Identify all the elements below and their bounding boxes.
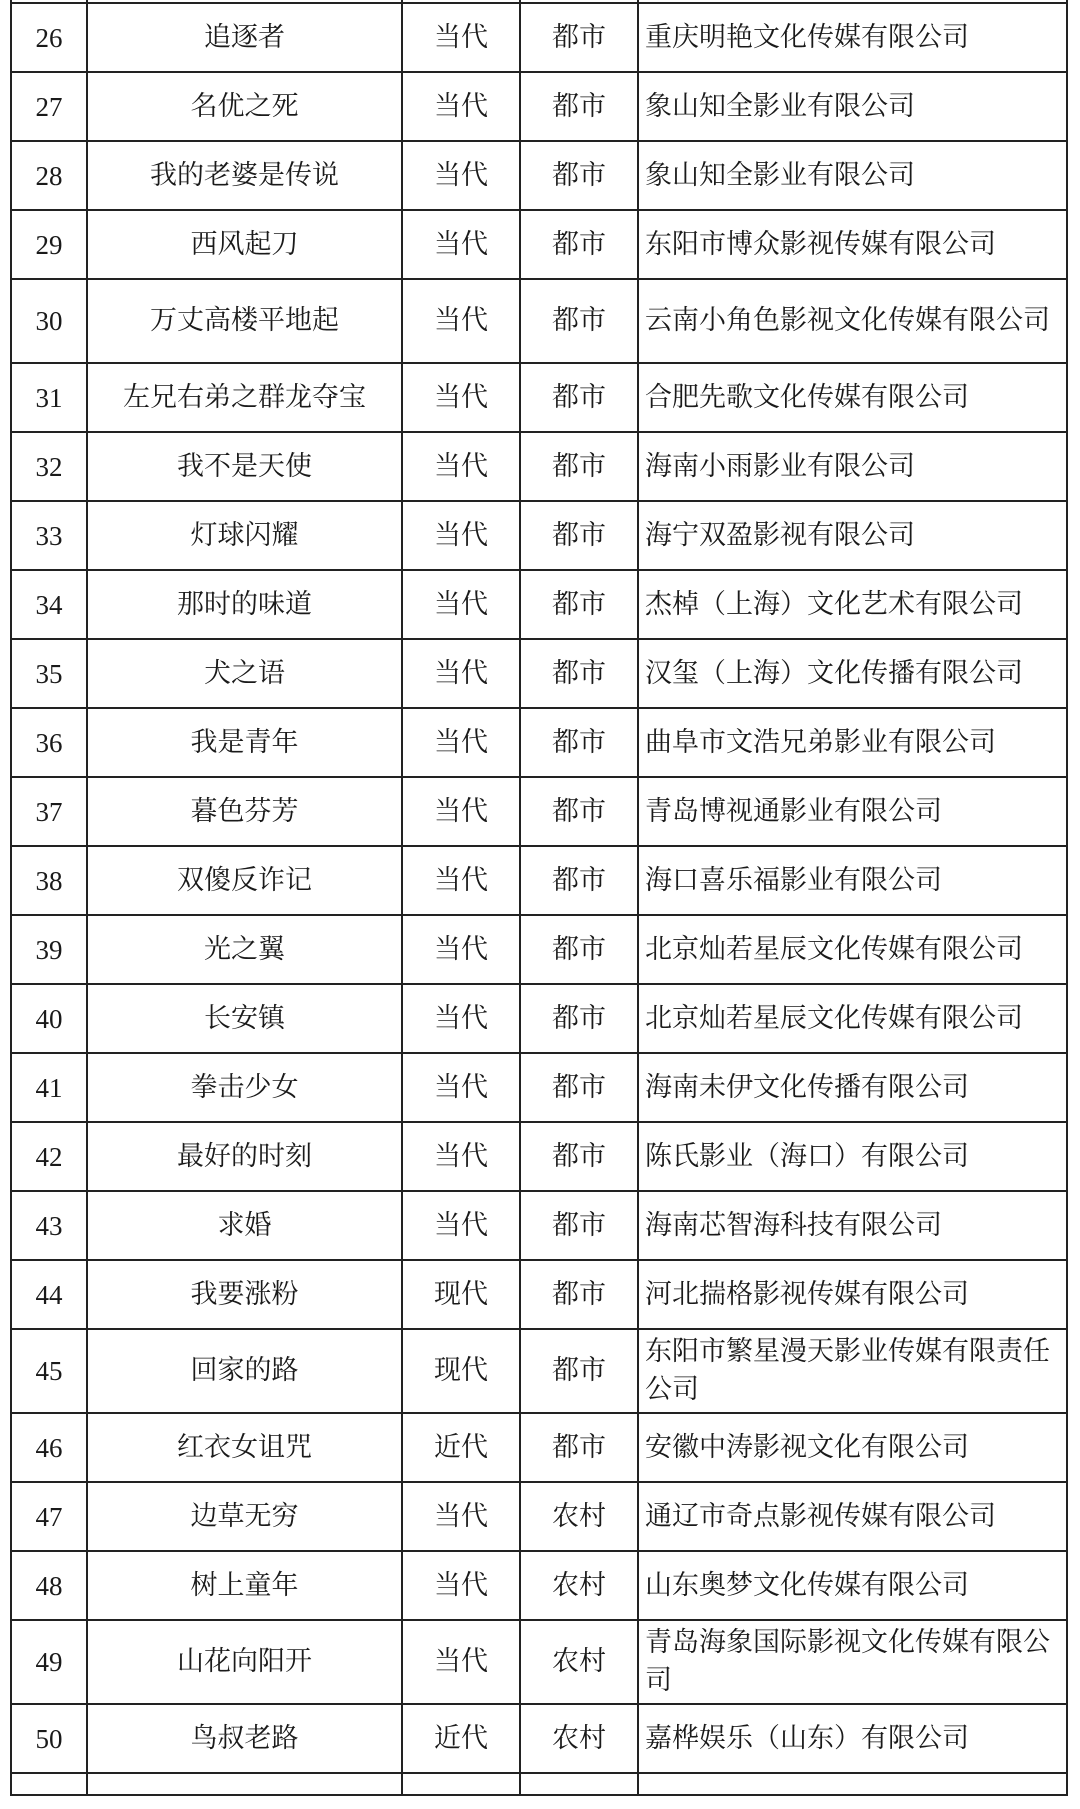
title-cell: 那时的味道 (87, 570, 402, 639)
era-cell: 当代 (402, 639, 520, 708)
title-cell: 名优之死 (87, 72, 402, 141)
table-row-partial-bottom (11, 1773, 1067, 1795)
row-number: 33 (11, 501, 87, 570)
row-number: 50 (11, 1704, 87, 1773)
era-cell: 当代 (402, 1620, 520, 1704)
company-cell: 云南小角色影视文化传媒有限公司 (638, 279, 1067, 363)
title-cell: 山花向阳开 (87, 1620, 402, 1704)
table-row (11, 639, 1067, 708)
title-cell: 追逐者 (87, 3, 402, 72)
era-cell: 当代 (402, 1191, 520, 1260)
title-cell: 我的老婆是传说 (87, 141, 402, 210)
company-cell: 北京灿若星辰文化传媒有限公司 (638, 915, 1067, 984)
company-cell: 安徽中涛影视文化有限公司 (638, 1413, 1067, 1482)
era-cell: 当代 (402, 708, 520, 777)
era-cell: 近代 (402, 1413, 520, 1482)
era-cell: 当代 (402, 1482, 520, 1551)
row-number: 31 (11, 363, 87, 432)
table-row (11, 1260, 1067, 1329)
table-row (11, 1620, 1067, 1704)
company-cell: 海口喜乐福影业有限公司 (638, 846, 1067, 915)
company-cell: 象山知全影业有限公司 (638, 72, 1067, 141)
genre-cell: 都市 (520, 3, 638, 72)
table-row (11, 1191, 1067, 1260)
title-cell: 左兄右弟之群龙夺宝 (87, 363, 402, 432)
table-row (11, 1551, 1067, 1620)
table-row (11, 1329, 1067, 1413)
row-number: 44 (11, 1260, 87, 1329)
genre-cell: 都市 (520, 141, 638, 210)
row-number: 45 (11, 1329, 87, 1413)
table-row (11, 1053, 1067, 1122)
row-number: 28 (11, 141, 87, 210)
title-cell: 我要涨粉 (87, 1260, 402, 1329)
table-row (11, 708, 1067, 777)
title-cell: 边草无穷 (87, 1482, 402, 1551)
era-cell: 当代 (402, 777, 520, 846)
era-cell: 当代 (402, 363, 520, 432)
table-row (11, 141, 1067, 210)
film-registry-table (10, 0, 1068, 1796)
era-cell: 当代 (402, 210, 520, 279)
title-cell: 西风起刀 (87, 210, 402, 279)
era-cell: 现代 (402, 1329, 520, 1413)
era-cell: 当代 (402, 3, 520, 72)
era-cell: 当代 (402, 984, 520, 1053)
table-body (11, 0, 1067, 1795)
table-row (11, 3, 1067, 72)
row-number: 48 (11, 1551, 87, 1620)
company-cell: 杰棹（上海）文化艺术有限公司 (638, 570, 1067, 639)
genre-cell: 都市 (520, 501, 638, 570)
company-cell: 曲阜市文浩兄弟影业有限公司 (638, 708, 1067, 777)
genre-cell: 都市 (520, 363, 638, 432)
row-number: 42 (11, 1122, 87, 1191)
era-cell: 当代 (402, 501, 520, 570)
title-cell: 鸟叔老路 (87, 1704, 402, 1773)
genre-cell: 都市 (520, 72, 638, 141)
table-row (11, 777, 1067, 846)
row-number: 41 (11, 1053, 87, 1122)
row-number: 26 (11, 3, 87, 72)
company-cell: 海南小雨影业有限公司 (638, 432, 1067, 501)
era-cell: 当代 (402, 915, 520, 984)
table-row (11, 432, 1067, 501)
table-row (11, 984, 1067, 1053)
era-cell: 当代 (402, 432, 520, 501)
genre-cell: 都市 (520, 639, 638, 708)
era-cell: 近代 (402, 1704, 520, 1773)
genre-cell: 都市 (520, 708, 638, 777)
genre-cell: 都市 (520, 279, 638, 363)
row-number: 43 (11, 1191, 87, 1260)
genre-cell: 都市 (520, 915, 638, 984)
row-number: 34 (11, 570, 87, 639)
row-number: 32 (11, 432, 87, 501)
row-number: 46 (11, 1413, 87, 1482)
table-row (11, 501, 1067, 570)
genre-cell: 都市 (520, 984, 638, 1053)
era-cell: 当代 (402, 279, 520, 363)
era-cell: 现代 (402, 1260, 520, 1329)
genre-cell: 都市 (520, 210, 638, 279)
genre-cell: 农村 (520, 1620, 638, 1704)
row-number: 47 (11, 1482, 87, 1551)
era-cell: 当代 (402, 1053, 520, 1122)
table-row (11, 1704, 1067, 1773)
title-cell: 拳击少女 (87, 1053, 402, 1122)
row-number: 37 (11, 777, 87, 846)
company-cell: 汉玺（上海）文化传播有限公司 (638, 639, 1067, 708)
company-cell: 海南未伊文化传播有限公司 (638, 1053, 1067, 1122)
title-cell: 犬之语 (87, 639, 402, 708)
table-row (11, 210, 1067, 279)
genre-cell: 都市 (520, 1191, 638, 1260)
table-row (11, 1482, 1067, 1551)
company-cell: 海南芯智海科技有限公司 (638, 1191, 1067, 1260)
title-cell: 我不是天使 (87, 432, 402, 501)
genre-cell: 农村 (520, 1704, 638, 1773)
title-cell: 暮色芬芳 (87, 777, 402, 846)
company-cell: 重庆明艳文化传媒有限公司 (638, 3, 1067, 72)
genre-cell: 都市 (520, 570, 638, 639)
genre-cell: 都市 (520, 1122, 638, 1191)
era-cell: 当代 (402, 141, 520, 210)
era-cell: 当代 (402, 846, 520, 915)
company-cell: 合肥先歌文化传媒有限公司 (638, 363, 1067, 432)
company-cell: 陈氏影业（海口）有限公司 (638, 1122, 1067, 1191)
era-cell: 当代 (402, 570, 520, 639)
table-row (11, 363, 1067, 432)
table-row (11, 846, 1067, 915)
title-cell: 我是青年 (87, 708, 402, 777)
row-number: 30 (11, 279, 87, 363)
row-number: 29 (11, 210, 87, 279)
title-cell: 红衣女诅咒 (87, 1413, 402, 1482)
genre-cell: 农村 (520, 1551, 638, 1620)
row-number: 39 (11, 915, 87, 984)
company-cell: 河北揣格影视传媒有限公司 (638, 1260, 1067, 1329)
genre-cell: 都市 (520, 777, 638, 846)
row-number: 36 (11, 708, 87, 777)
title-cell: 灯球闪耀 (87, 501, 402, 570)
table-row (11, 1122, 1067, 1191)
company-cell: 北京灿若星辰文化传媒有限公司 (638, 984, 1067, 1053)
row-number: 49 (11, 1620, 87, 1704)
company-cell: 东阳市繁星漫天影业传媒有限责任公司 (638, 1329, 1067, 1413)
title-cell: 光之翼 (87, 915, 402, 984)
table-row (11, 570, 1067, 639)
genre-cell: 农村 (520, 1482, 638, 1551)
company-cell: 象山知全影业有限公司 (638, 141, 1067, 210)
title-cell: 最好的时刻 (87, 1122, 402, 1191)
title-cell: 求婚 (87, 1191, 402, 1260)
title-cell: 回家的路 (87, 1329, 402, 1413)
row-number: 35 (11, 639, 87, 708)
table-row (11, 279, 1067, 363)
company-cell: 山东奥梦文化传媒有限公司 (638, 1551, 1067, 1620)
genre-cell: 都市 (520, 1053, 638, 1122)
title-cell: 树上童年 (87, 1551, 402, 1620)
era-cell: 当代 (402, 1551, 520, 1620)
era-cell: 当代 (402, 1122, 520, 1191)
table-row (11, 1413, 1067, 1482)
table-row (11, 72, 1067, 141)
row-number: 27 (11, 72, 87, 141)
company-cell: 东阳市博众影视传媒有限公司 (638, 210, 1067, 279)
row-number: 38 (11, 846, 87, 915)
company-cell: 青岛海象国际影视文化传媒有限公司 (638, 1620, 1067, 1704)
title-cell: 双傻反诈记 (87, 846, 402, 915)
row-number: 40 (11, 984, 87, 1053)
title-cell: 长安镇 (87, 984, 402, 1053)
company-cell: 通辽市奇点影视传媒有限公司 (638, 1482, 1067, 1551)
table-row (11, 915, 1067, 984)
genre-cell: 都市 (520, 1329, 638, 1413)
title-cell: 万丈高楼平地起 (87, 279, 402, 363)
genre-cell: 都市 (520, 432, 638, 501)
company-cell: 嘉桦娱乐（山东）有限公司 (638, 1704, 1067, 1773)
era-cell: 当代 (402, 72, 520, 141)
genre-cell: 都市 (520, 1413, 638, 1482)
genre-cell: 都市 (520, 846, 638, 915)
genre-cell: 都市 (520, 1260, 638, 1329)
company-cell: 海宁双盈影视有限公司 (638, 501, 1067, 570)
company-cell: 青岛博视通影业有限公司 (638, 777, 1067, 846)
